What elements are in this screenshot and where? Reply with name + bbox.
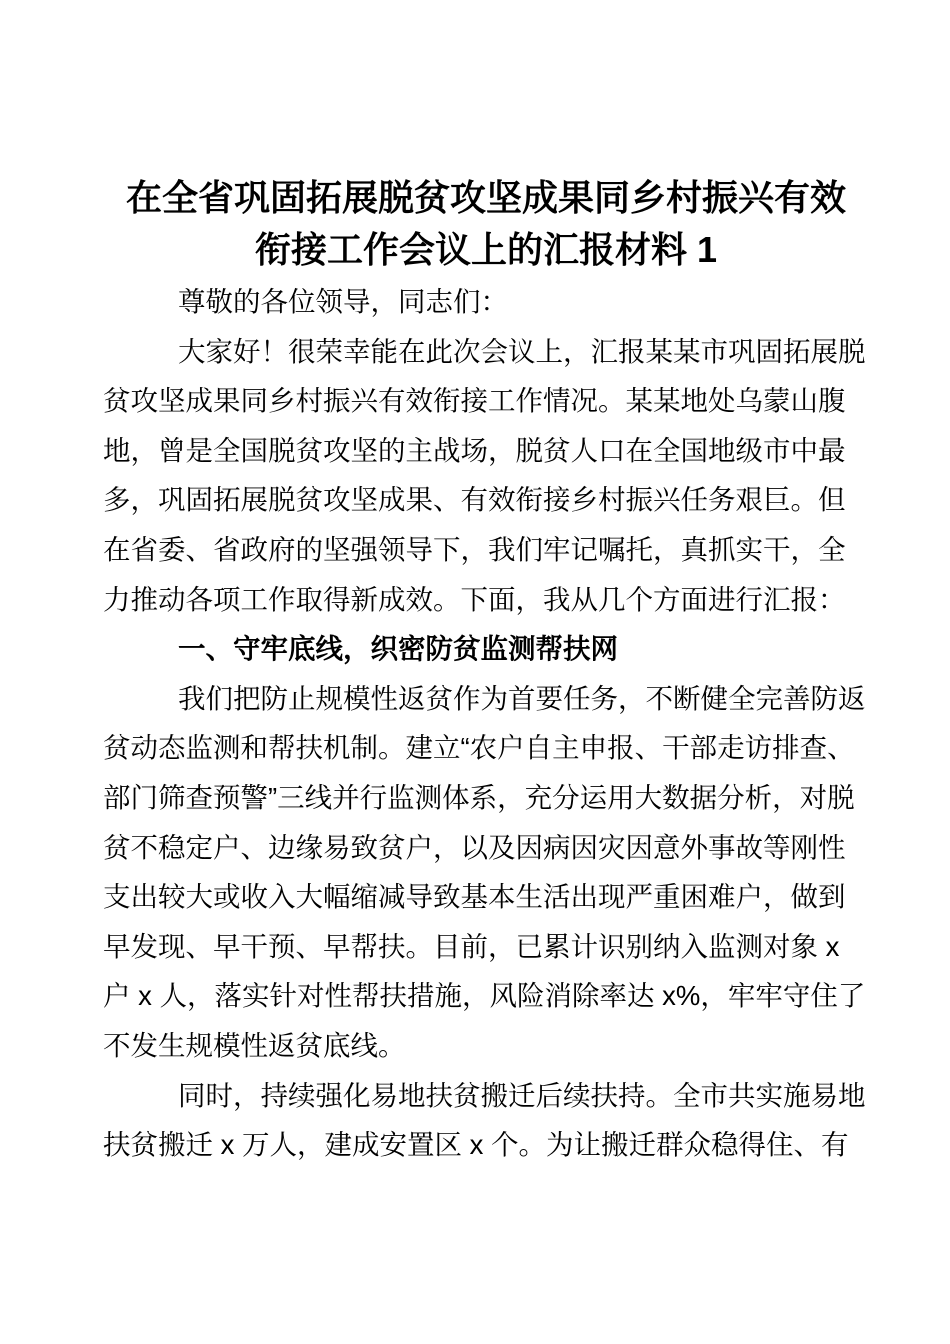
paragraph-monitoring: 我们把防止规模性返贫作为首要任务，不断健全完善防返贫动态监测和帮扶机制。建立“农户自主申报、干部走访排查、部门筛查预警”三线并行监测体系，充分运用大数据分析，对脱贫不稳定户、边缘易致贫户，以及因病因灾因意外事故等刚性支出较大或收入大幅缩减导致基本生活出现严重困难户，做到早发现、早干预、早帮扶。目前，已累计识别纳入监测对象 x 户 x 人，落实针对性帮扶措施，风险消除率达 x%，牢牢守住了不发生规模性返贫底线。 xyxy=(103,682,866,1061)
document-text-area xyxy=(103,172,869,1170)
section-heading-1: 一、守牢底线，织密防贫监测帮扶网 xyxy=(178,633,618,665)
document-title: 在全省巩固拓展脱贫攻坚成果同乡村振兴有效衔接工作会议上的汇报材料 1 xyxy=(125,177,846,270)
paragraph-relocation: 同时，持续强化易地扶贫搬迁后续扶持。全市共实施易地扶贫搬迁 x 万人，建成安置区 x 个。为让搬迁群众稳得住、有 xyxy=(103,1079,866,1161)
salutation-line: 尊敬的各位领导，同志们： xyxy=(178,286,508,317)
paragraph-introduction: 大家好！很荣幸能在此次会议上，汇报某某市巩固拓展脱贫攻坚成果同乡村振兴有效衔接工作情况。某某地处乌蒙山腹地，曾是全国脱贫攻坚的主战场，脱贫人口在全国地级市中最多，巩固拓展脱贫攻坚成果、有效衔接乡村振兴任务艰巨。但在省委、省政府的坚强领导下，我们牢记嘱托，真抓实干，全力推动各项工作取得新成效。下面，我从几个方面进行汇报： xyxy=(103,335,866,615)
